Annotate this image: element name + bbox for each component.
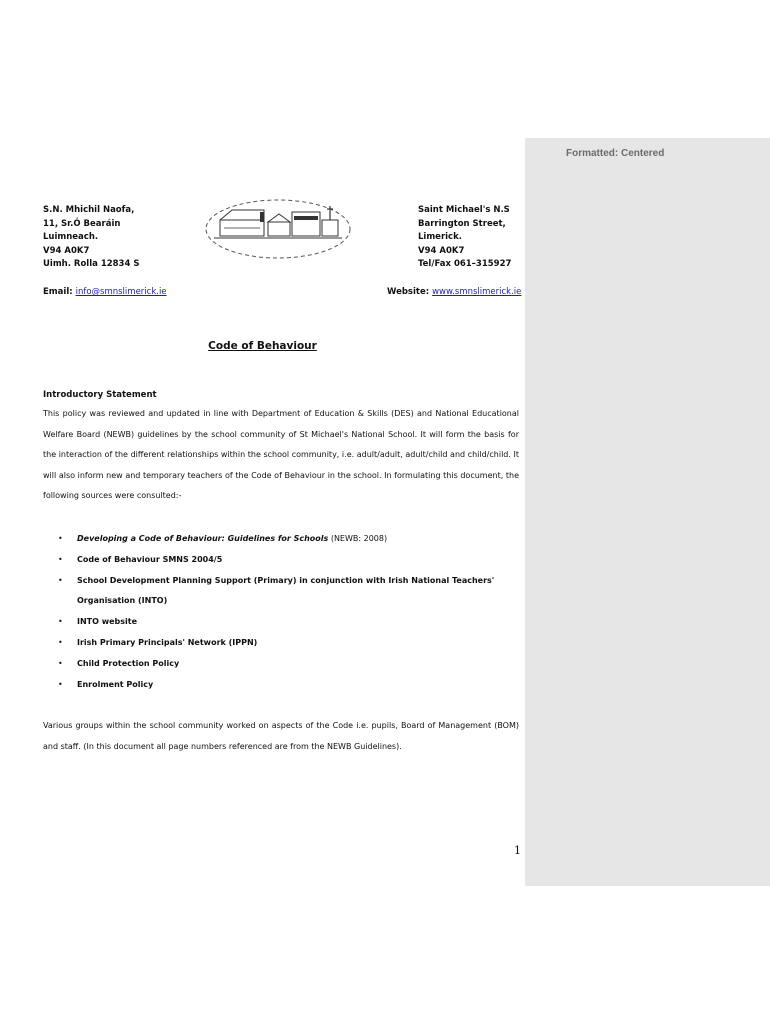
- intro-heading: Introductory Statement: [43, 390, 157, 400]
- list-item: [58, 675, 528, 696]
- bullet-icon: •: [58, 617, 63, 627]
- website-row: [387, 287, 521, 297]
- comment-title: Formatted: Centered: [566, 148, 665, 159]
- bullet-icon: •: [58, 534, 63, 543]
- list-item: [58, 529, 528, 550]
- source-text: School Development Planning Support (Primary) in conjunction with Irish National Teachers' Organisation (INTO): [77, 575, 495, 606]
- source-text: Irish Primary Principals' Network (IPPN): [77, 637, 258, 647]
- website-link[interactable]: www.smnslimerick.ie: [432, 287, 522, 297]
- document-title: Code of Behaviour: [208, 340, 317, 352]
- header-right-address: [418, 204, 511, 272]
- comment-pane: [525, 138, 770, 886]
- bullet-icon: •: [58, 679, 63, 689]
- email-label: Email:: [43, 287, 76, 297]
- source-title: Developing a Code of Behaviour: Guidelines for Schools: [77, 534, 329, 543]
- header-left-line: S.N. Mhichil Naofa,: [43, 205, 135, 215]
- source-suffix: (NEWB: 2008): [328, 534, 388, 543]
- source-text: INTO website: [77, 617, 138, 627]
- list-item: [58, 571, 528, 613]
- bullet-icon: •: [58, 575, 63, 585]
- email-link[interactable]: info@smnslimerick.ie: [75, 287, 167, 297]
- list-item: [58, 654, 528, 675]
- header-left-line: Uimh. Rolla 12834 S: [43, 259, 140, 270]
- source-text: Child Protection Policy: [77, 658, 180, 668]
- page-number: 1: [514, 844, 521, 857]
- header-right-line: Barrington Street,: [418, 218, 506, 229]
- source-text: Code of Behaviour SMNS 2004/5: [77, 554, 223, 564]
- list-item: [58, 550, 528, 571]
- header-left-line: V94 A0K7: [43, 245, 90, 256]
- list-item: [58, 612, 528, 633]
- website-label: Website:: [387, 287, 433, 297]
- header-right-line: Saint Michael's N.S: [418, 205, 510, 215]
- intro-paragraph: This policy was reviewed and updated in line with Department of Education & Skills (DES) and National Educational Welfare Board (NEWB) guidelines by the school community of St Michael's National School. It will form the basis for the interaction of the different relationships within the school community, i.e. adult/adult, adult/child and child/child. It will also inform new and temporary teachers of the Code of Behaviour in the school. In formulating this document, the following sources were consulted:-: [43, 409, 519, 501]
- school-logo-image: [204, 198, 352, 260]
- bullet-icon: •: [58, 554, 63, 564]
- header-right-line: V94 A0K7: [418, 245, 465, 256]
- list-item: [58, 633, 528, 654]
- sources-list: [58, 529, 528, 695]
- header-left-address: [43, 204, 139, 272]
- source-text: Enrolment Policy: [77, 679, 154, 689]
- header-right-line: Tel/Fax 061–315927: [418, 259, 512, 270]
- email-row: [43, 287, 167, 297]
- bullet-icon: •: [58, 658, 63, 668]
- closing-paragraph: Various groups within the school community worked on aspects of the Code i.e. pupils, Board of Management (BOM) and staff. (In this document all page numbers referenced are from the NEWB Guidelines).: [43, 721, 519, 751]
- header-left-line: 11, Sr.Ó Bearáin: [43, 218, 121, 229]
- bullet-icon: •: [58, 637, 63, 647]
- header-left-line: Luimneach.: [43, 232, 99, 243]
- header-right-line: Limerick.: [418, 232, 462, 243]
